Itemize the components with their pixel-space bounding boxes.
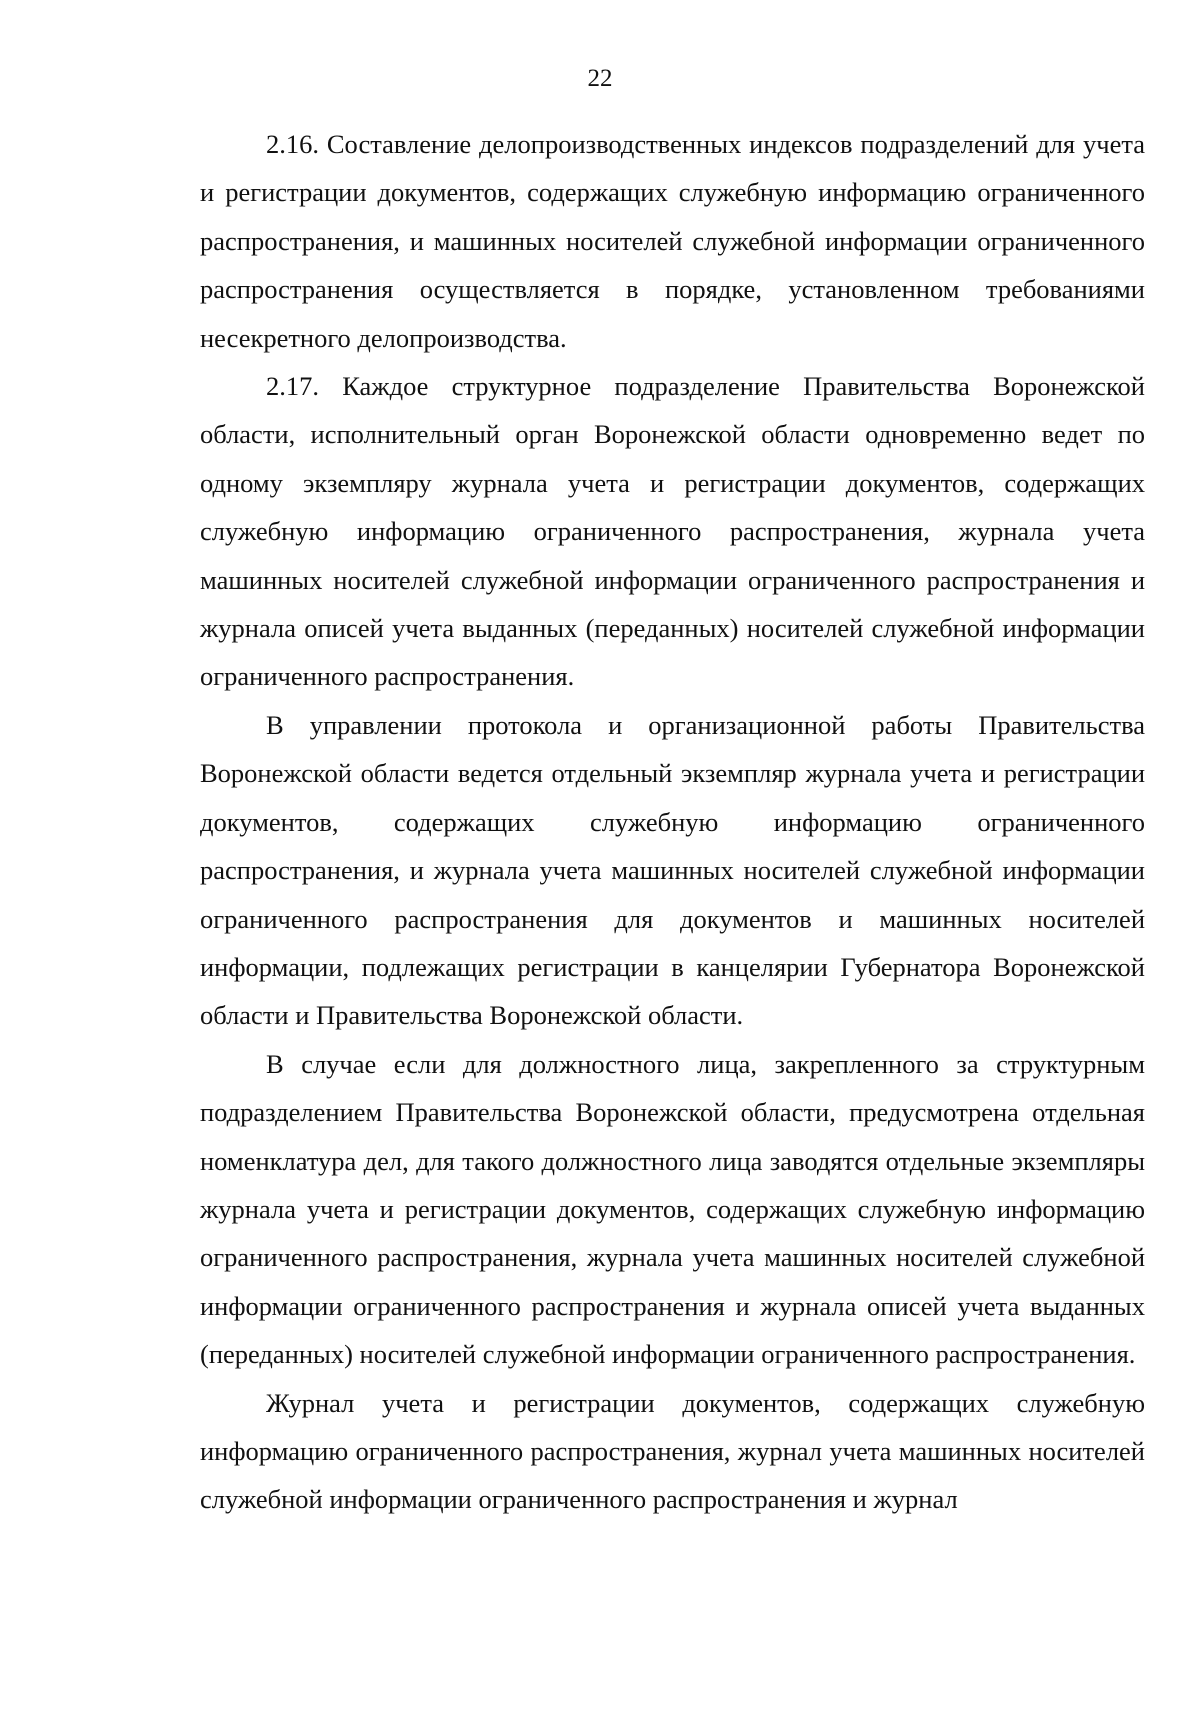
paragraph-protocol-department: В управлении протокола и организационной работы Правительства Воронежской области ведется отдельный экземпляр журнала учета и регистрации документов, содержащих служебную информацию ограниченного распространения, и журнала учета машинных носителей служебной информации ограниченного распространения для документов и машинных носителей информации, подлежащих регистрации в канцелярии Губернатора Воронежской области и Правительства Воронежской области.	[200, 709, 1145, 1031]
paragraph-2-17: 2.17. Каждое структурное подразделение Правительства Воронежской области, исполнительный орган Воронежской области одновременно ведет по одному экземпляру журнала учета и регистрации документов, содержащих служебную информацию ограниченного распространения, журнала учета машинных носителей служебной информации ограниченного распространения и журнала описей учета выданных (переданных) носителей служебной информации ограниченного распространения.	[200, 371, 1145, 692]
paragraph-2-16: 2.16. Составление делопроизводственных индексов подразделений для учета и регистрации документов, содержащих служебную информацию ограниченного распространения, и машинных носителей служебной информации ограниченного распространения осуществляется в порядке, установленном требованиями несекретного делопроизводства.	[200, 129, 1145, 353]
paragraph-journals: Журнал учета и регистрации документов, содержащих служебную информацию ограниченного распространения, журнал учета машинных носителей служебной информации ограниченного распространения и журнал	[200, 1387, 1145, 1515]
paragraph-separate-nomenclature: В случае если для должностного лица, закрепленного за структурным подразделением Правительства Воронежской области, предусмотрена отдельная номенклатура дел, для такого должностного лица заводятся отдельные экземпляры журнала учета и регистрации документов, содержащих служебную информацию ограниченного распространения, журнала учета машинных носителей служебной информации ограниченного распространения и журнала описей учета выданных (переданных) носителей служебной информации ограниченного распространения.	[200, 1048, 1145, 1370]
page-number: 22	[587, 65, 613, 92]
document-body	[200, 120, 1145, 1524]
